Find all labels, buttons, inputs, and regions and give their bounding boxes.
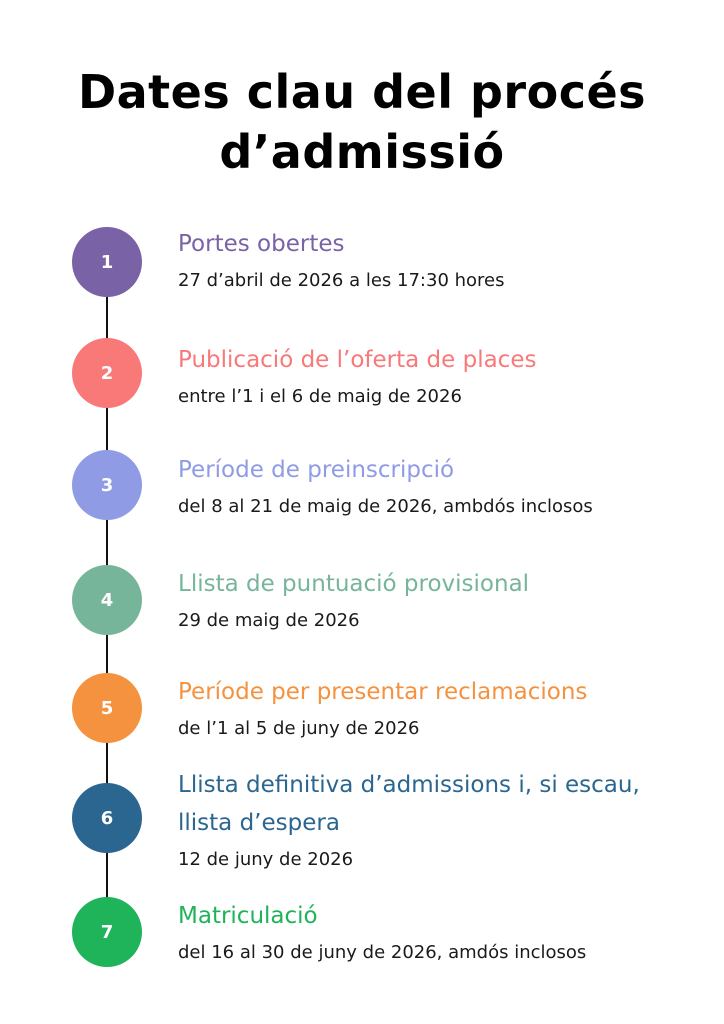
step-7-number-badge [72, 897, 142, 967]
step-6-date: 12 de juny de 2026 [178, 849, 354, 870]
step-4-number-badge [72, 565, 142, 635]
step-3-number-badge [72, 450, 142, 520]
step-6-heading-line-2: llista d’espera [178, 810, 340, 836]
step-6-heading [178, 766, 640, 842]
step-4-heading: Llista de puntuació provisional [178, 571, 530, 597]
step-6-heading-line-1: Llista definitiva d’admissions i, si escau, [178, 772, 640, 798]
page-title-line-2: d’admissió [219, 125, 505, 179]
step-1-number: 1 [100, 251, 114, 273]
step-4-number: 4 [100, 589, 114, 611]
step-7-date: del 16 al 30 de juny de 2026, amdós inclosos [178, 942, 587, 963]
step-3-heading: Període de preinscripció [178, 457, 455, 483]
step-1-number-badge [72, 227, 142, 297]
step-1-date: 27 d’abril de 2026 a les 17:30 hores [178, 270, 505, 291]
step-2-heading: Publicació de l’oferta de places [178, 347, 537, 373]
step-5-date: de l’1 al 5 de juny de 2026 [178, 718, 420, 739]
page-title-line-1: Dates clau del procés [77, 65, 647, 119]
page-title [0, 62, 724, 182]
step-2-date: entre l’1 i el 6 de maig de 2026 [178, 386, 462, 407]
step-3-date: del 8 al 21 de maig de 2026, ambdós inclosos [178, 496, 593, 517]
step-7-heading: Matriculació [178, 903, 318, 929]
step-6-number: 6 [100, 807, 114, 829]
step-7-number: 7 [100, 921, 114, 943]
step-1-heading: Portes obertes [178, 231, 345, 257]
step-4-date: 29 de maig de 2026 [178, 610, 360, 631]
step-3-number: 3 [100, 474, 114, 496]
step-6-number-badge [72, 783, 142, 853]
step-2-number-badge [72, 338, 142, 408]
step-2-number: 2 [100, 362, 114, 384]
step-5-heading: Període per presentar reclamacions [178, 679, 588, 705]
step-5-number: 5 [100, 697, 114, 719]
step-5-number-badge [72, 673, 142, 743]
